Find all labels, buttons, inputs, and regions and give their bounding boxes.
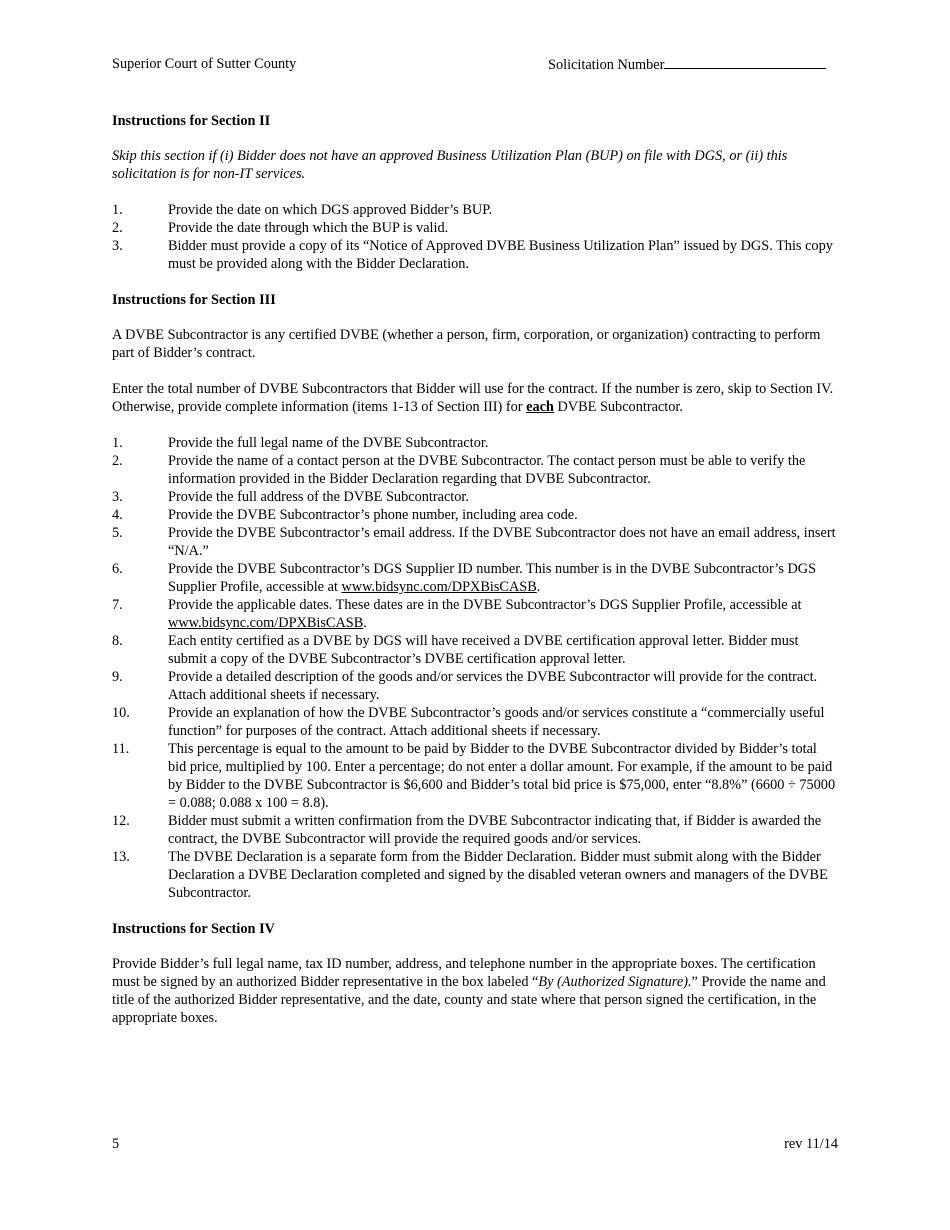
section-3-heading: Instructions for Section III — [112, 292, 276, 308]
solicitation-number — [548, 55, 826, 74]
item-text: This percentage is equal to the amount to be paid by Bidder to the DVBE Subcontractor divided by Bidder’s total bid price, multiplied by 100. Enter a percentage; do not enter a dollar amount. For example, if the amount to be paid by Bidder to the DVBE Subcontractor is $6,600 and Bidder’s total bid price is $75,000, enter “8.8%” (6600 ÷ 75000 = 0.088; 0.088 x 100 = 8.8). — [168, 741, 836, 811]
list-item: 7. Provide the applicable dates. These dates are in the DVBE Subcontractor’s DGS Supplier Profile, accessible at www.bidsync.com/DPXBisCASB. — [112, 597, 802, 631]
list-item — [112, 219, 838, 237]
item-text: Provide the date on which DGS approved Bidder’s BUP. — [168, 202, 493, 218]
each-emphasis: each — [526, 399, 554, 415]
list-item — [112, 506, 838, 524]
item-number: 6. — [112, 561, 123, 577]
item-number: 4. — [112, 507, 123, 523]
section-4-heading: Instructions for Section IV — [112, 921, 275, 937]
item-text: Provide a detailed description of the goods and/or services the DVBE Subcontractor will provide for the contract. Attach additional sheets if necessary. — [168, 669, 818, 703]
signature-label: By (Authorized Signature). — [538, 974, 692, 990]
document-page — [112, 0, 838, 1230]
enter-text-a: Enter the total number of DVBE Subcontractors that Bidder will use for the contract. If the number is zero, skip to Section IV. Otherwise, provide complete information (items 1-13 of Section III) for — [112, 381, 834, 415]
list-item — [112, 201, 838, 219]
item-text: Provide the full legal name of the DVBE Subcontractor. — [168, 435, 489, 451]
item-number: 5. — [112, 525, 123, 541]
list-item — [112, 524, 838, 560]
item-number: 3. — [112, 238, 123, 254]
list-item — [112, 434, 838, 452]
solicitation-blank-line — [664, 55, 826, 69]
item-text: Each entity certified as a DVBE by DGS will have received a DVBE certification approval letter. Bidder must submit a copy of the DVBE Subcontractor’s DVBE certification approval letter. — [168, 633, 799, 667]
item-number: 2. — [112, 453, 123, 469]
bidsync-link[interactable]: www.bidsync.com/DPXBisCASB — [341, 579, 537, 595]
item-number: 8. — [112, 633, 123, 649]
enter-text-b: DVBE Subcontractor. — [553, 399, 683, 415]
solicitation-label: Solicitation Number — [548, 57, 665, 73]
item-text: Bidder must provide a copy of its “Notice of Approved DVBE Business Utilization Plan” issued by DGS. This copy must be provided along with the Bidder Declaration. — [168, 238, 833, 272]
item-text: Provide the DVBE Subcontractor’s DGS Supplier ID number. This number is in the DVBE Subcontractor’s DGS Supplier Profile, accessible at — [168, 561, 817, 595]
list-item — [112, 848, 838, 902]
item-text: Provide the DVBE Subcontractor’s phone number, including area code. — [168, 507, 578, 523]
list-item — [112, 452, 838, 488]
item-text: Provide an explanation of how the DVBE Subcontractor’s goods and/or services constitute a “commercially useful function” for purposes of the contract. Attach additional sheets if necessary. — [168, 705, 825, 739]
section-4-text-a: Provide Bidder’s full legal name, tax ID number, address, and telephone number in the appropriate boxes. The certification must be signed by an authorized Bidder representative in the box labeled “ — [112, 956, 816, 990]
section-2-heading: Instructions for Section II — [112, 113, 271, 129]
list-item — [112, 704, 838, 740]
bidsync-link[interactable]: www.bidsync.com/DPXBisCASB — [168, 615, 364, 631]
item-text: Provide the applicable dates. These dates are in the DVBE Subcontractor’s DGS Supplier Profile, accessible at — [168, 597, 802, 613]
item-number: 9. — [112, 669, 123, 685]
item-text: Provide the name of a contact person at the DVBE Subcontractor. The contact person must be able to verify the information provided in the Bidder Declaration regarding that DVBE Subcontractor. — [168, 453, 806, 487]
item-number: 7. — [112, 597, 123, 613]
item-number: 1. — [112, 435, 123, 451]
item-text: Provide the date through which the BUP is valid. — [168, 220, 449, 236]
list-item — [112, 668, 838, 704]
item-number: 13. — [112, 849, 130, 865]
list-item — [112, 740, 838, 812]
page-number: 5 — [112, 1136, 120, 1152]
item-number: 12. — [112, 813, 130, 829]
item-number: 10. — [112, 705, 130, 721]
list-item — [112, 632, 838, 668]
item-number: 1. — [112, 202, 123, 218]
section-2-note: Skip this section if (i) Bidder does not have an approved Business Utilization Plan (BUP) on file with DGS, or (ii) this solicitation is for non-IT services. — [112, 148, 788, 182]
section-3-enter-instructions — [112, 380, 838, 416]
document-body — [112, 112, 838, 1045]
section-2-list — [112, 201, 838, 273]
item-number: 3. — [112, 489, 123, 505]
revision-label: rev 11/14 — [784, 1136, 838, 1152]
item-number: 2. — [112, 220, 123, 236]
list-item — [112, 812, 838, 848]
section-4-text — [112, 955, 838, 1027]
item-text: Provide the DVBE Subcontractor’s email address. If the DVBE Subcontractor does not have an email address, insert “N/A.” — [168, 525, 836, 559]
list-item: 6. Provide the DVBE Subcontractor’s DGS Supplier ID number. This number is in the DVBE Subcontractor’s DGS Supplier Profile, accessible at www.bidsync.com/DPXBisCASB. — [112, 561, 817, 595]
list-item — [112, 488, 838, 506]
item-number: 11. — [112, 741, 130, 757]
list-item — [112, 237, 838, 273]
page-header — [112, 55, 838, 75]
section-4-text-b: ” Provide the name and title of the authorized Bidder representative, and the date, county and state where that person signed the certification, in the appropriate boxes. — [112, 974, 826, 1026]
item-text: The DVBE Declaration is a separate form from the Bidder Declaration. Bidder must submit along with the Bidder Declaration a DVBE Declaration completed and signed by the disabled veteran owners and managers of the DVBE Subcontractor. — [168, 849, 828, 901]
item-text: Provide the full address of the DVBE Subcontractor. — [168, 489, 469, 505]
section-3-list — [112, 434, 838, 902]
item-text: Bidder must submit a written confirmation from the DVBE Subcontractor indicating that, if Bidder is awarded the contract, the DVBE Subcontractor will provide the required goods and/or services. — [168, 813, 822, 847]
court-name: Superior Court of Sutter County — [112, 56, 297, 72]
page-footer — [112, 1135, 838, 1155]
section-3-intro: A DVBE Subcontractor is any certified DVBE (whether a person, firm, corporation, or organization) contracting to perform part of Bidder’s contract. — [112, 327, 821, 361]
